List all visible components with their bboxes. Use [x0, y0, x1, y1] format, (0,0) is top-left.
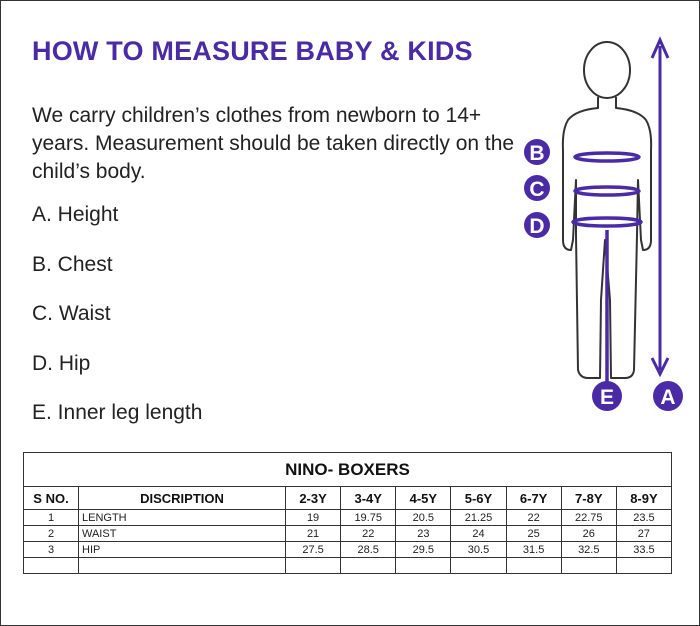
measure-bands — [573, 153, 641, 226]
marker-a — [653, 381, 683, 411]
cell-value: 27 — [616, 526, 671, 542]
cell-empty — [616, 558, 671, 574]
cell-value: 23 — [396, 526, 451, 542]
waist-band — [575, 187, 639, 195]
marker-e — [592, 381, 622, 411]
table-header-row — [24, 487, 672, 510]
cell-empty — [561, 558, 616, 574]
svg-text:B: B — [529, 142, 545, 165]
cell-sno: 2 — [24, 526, 79, 542]
cell-value: 29.5 — [396, 542, 451, 558]
cell-value: 21 — [286, 526, 341, 542]
cell-empty — [396, 558, 451, 574]
table-title: NINO- BOXERS — [23, 452, 672, 486]
cell-value: 32.5 — [561, 542, 616, 558]
cell-value: 30.5 — [451, 542, 506, 558]
col-header-description: DISCRIPTION — [79, 487, 286, 510]
cell-empty — [79, 558, 286, 574]
cell-value: 26 — [561, 526, 616, 542]
cell-value: 22.75 — [561, 510, 616, 526]
size-table — [23, 452, 672, 574]
col-header-size: 5-6Y — [451, 487, 506, 510]
measure-chest-label: B. Chest — [32, 253, 113, 276]
cell-value: 24 — [451, 526, 506, 542]
height-arrow — [652, 40, 668, 374]
marker-b — [524, 139, 550, 165]
measure-hip-label: D. Hip — [32, 352, 91, 375]
col-header-sno: S NO. — [24, 487, 79, 510]
col-header-size: 7-8Y — [561, 487, 616, 510]
cell-value: 25 — [506, 526, 561, 542]
measure-inner-leg-label: E. Inner leg length — [32, 401, 203, 424]
cell-value: 22 — [341, 526, 396, 542]
svg-text:C: C — [529, 178, 545, 201]
page-title: HOW TO MEASURE BABY & KIDS — [32, 36, 473, 66]
cell-empty — [341, 558, 396, 574]
cell-value: 31.5 — [506, 542, 561, 558]
col-header-size: 3-4Y — [341, 487, 396, 510]
svg-text:E: E — [599, 386, 615, 409]
cell-value: 33.5 — [616, 542, 671, 558]
marker-d — [524, 212, 550, 238]
cell-description: HIP — [79, 542, 286, 558]
cell-value: 19.75 — [341, 510, 396, 526]
cell-empty — [24, 558, 79, 574]
table-row — [24, 510, 672, 526]
col-header-size: 6-7Y — [506, 487, 561, 510]
cell-value: 27.5 — [286, 542, 341, 558]
measure-height-label: A. Height — [32, 203, 119, 226]
cell-value: 28.5 — [341, 542, 396, 558]
col-header-size: 2-3Y — [286, 487, 341, 510]
table-row — [24, 526, 672, 542]
intro-text: We carry children’s clothes from newborn to 14+ years. Measurement should be taken directly on the child’s body. — [32, 104, 515, 183]
cell-empty — [506, 558, 561, 574]
child-body-figure — [518, 34, 690, 414]
svg-text:A: A — [660, 386, 676, 409]
cell-sno: 1 — [24, 510, 79, 526]
cell-description: WAIST — [79, 526, 286, 542]
cell-description: LENGTH — [79, 510, 286, 526]
cell-empty — [286, 558, 341, 574]
col-header-size: 4-5Y — [396, 487, 451, 510]
chest-band — [575, 153, 639, 161]
cell-value: 21.25 — [451, 510, 506, 526]
cell-value: 20.5 — [396, 510, 451, 526]
cell-value: 19 — [286, 510, 341, 526]
table-row — [24, 542, 672, 558]
cell-empty — [451, 558, 506, 574]
cell-value: 22 — [506, 510, 561, 526]
table-row-empty — [24, 558, 672, 574]
size-table-grid — [23, 486, 672, 574]
cell-sno: 3 — [24, 542, 79, 558]
measure-waist-label: C. Waist — [32, 302, 111, 325]
col-header-size: 8-9Y — [616, 487, 671, 510]
hip-band — [573, 218, 641, 226]
cell-value: 23.5 — [616, 510, 671, 526]
svg-text:D: D — [529, 215, 545, 238]
marker-c — [524, 175, 550, 201]
